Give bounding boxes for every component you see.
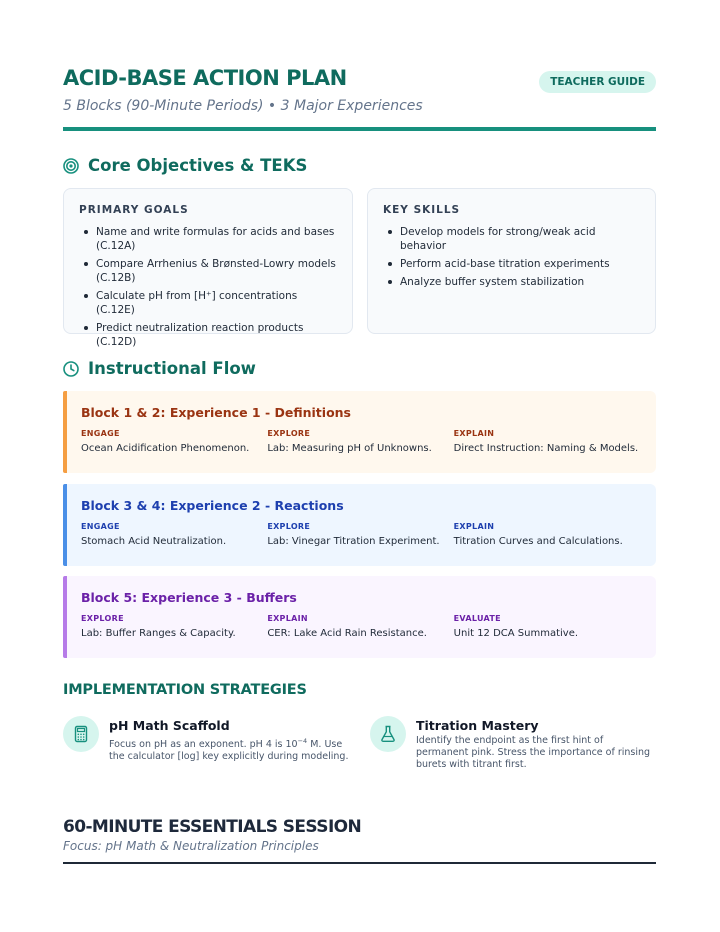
phase-explore — [267, 429, 453, 454]
page-subtitle: 5 Blocks (90-Minute Periods) • 3 Major Experiences — [63, 98, 423, 114]
phase-text: Titration Curves and Calculations. — [453, 536, 623, 547]
block-phases — [81, 522, 640, 547]
flow-heading-label: Instructional Flow — [88, 359, 256, 378]
primary-goals-title: PRIMARY GOALS — [79, 204, 189, 216]
description-text: Focus on pH as an exponent. pH 4 is 10 — [109, 739, 298, 751]
key-skills-title: KEY SKILLS — [383, 204, 461, 216]
phase-text: Stomach Acid Neutralization. — [81, 536, 227, 547]
target-icon — [63, 158, 79, 174]
description-text: M. Use the calculator [log] key explicitly during modeling. — [109, 739, 349, 763]
block-accent-bar — [63, 576, 67, 658]
block-accent-bar — [63, 391, 67, 473]
phase-engage — [81, 522, 267, 547]
strategy-name: pH Math Scaffold — [109, 718, 230, 733]
header-divider — [63, 127, 656, 131]
phase-text: Direct Instruction: Naming & Models. — [453, 443, 639, 454]
strategy-titration — [370, 716, 656, 771]
phase-text: Lab: Measuring pH of Unknowns. — [267, 443, 432, 454]
list-item: Analyze buffer system stabilization — [383, 275, 641, 289]
flow-block-3 — [63, 576, 656, 658]
phase-text: Lab: Vinegar Titration Experiment. — [267, 536, 440, 547]
essentials-subtitle: Focus: pH Math & Neutralization Principles — [63, 839, 319, 853]
list-item: Compare Arrhenius & Brønsted-Lowry models (C.12B) — [79, 257, 338, 285]
strategies-heading: IMPLEMENTATION STRATEGIES — [63, 682, 307, 698]
primary-goals-card — [63, 188, 353, 348]
phase-text: Unit 12 DCA Summative. — [453, 628, 579, 639]
phase-engage — [81, 429, 267, 454]
list-item: Perform acid-base titration experiments — [383, 257, 641, 271]
flow-block-1 — [63, 391, 656, 473]
objectives-heading-label: Core Objectives & TEKS — [88, 156, 308, 175]
block-title: Block 1 & 2: Experience 1 - Definitions — [81, 405, 351, 420]
phase-explain — [267, 614, 453, 639]
exponent: −4 — [297, 737, 308, 745]
phase-label: EXPLORE — [81, 614, 124, 623]
clock-icon — [63, 361, 79, 377]
phase-evaluate — [454, 614, 640, 639]
essentials-divider — [63, 862, 656, 864]
essentials-title: 60-MINUTE ESSENTIALS SESSION — [63, 817, 362, 837]
key-skills-list — [383, 225, 641, 289]
phase-explain — [454, 522, 640, 547]
phase-text: CER: Lake Acid Rain Resistance. — [267, 628, 427, 639]
phase-label: EXPLAIN — [453, 522, 495, 531]
document-header — [63, 64, 656, 134]
phase-label: ENGAGE — [81, 429, 120, 438]
objectives-cards — [63, 188, 656, 348]
phase-label: EXPLAIN — [453, 429, 495, 438]
phase-text: Ocean Acidification Phenomenon. — [81, 443, 250, 454]
phase-explore — [267, 522, 453, 547]
block-title: Block 5: Experience 3 - Buffers — [81, 590, 297, 605]
strategy-ph-math — [63, 716, 358, 763]
flow-heading — [63, 359, 256, 378]
flask-icon — [370, 716, 406, 752]
phase-text: Lab: Buffer Ranges & Capacity. — [81, 628, 236, 639]
primary-goals-list — [79, 225, 338, 349]
strategy-name: Titration Mastery — [416, 718, 539, 733]
block-phases — [81, 614, 640, 639]
block-title: Block 3 & 4: Experience 2 - Reactions — [81, 498, 344, 513]
page-title: ACID-BASE ACTION PLAN — [63, 66, 347, 90]
phase-label: ENGAGE — [81, 522, 120, 531]
strategy-description: Identify the endpoint as the first hint of permanent pink. Stress the importance of rinsing burets with titrant first. — [416, 735, 651, 770]
strategy-body — [109, 716, 358, 763]
key-skills-card — [367, 188, 656, 334]
flow-block-2 — [63, 484, 656, 566]
block-accent-bar — [63, 484, 67, 566]
objectives-heading — [63, 156, 307, 175]
calculator-icon — [63, 716, 99, 752]
teacher-guide-badge: TEACHER GUIDE — [539, 71, 656, 93]
phase-label: EXPLORE — [267, 522, 311, 531]
phase-explore — [81, 614, 267, 639]
block-phases — [81, 429, 640, 454]
list-item: Name and write formulas for acids and bases (C.12A) — [79, 225, 338, 253]
phase-label: EVALUATE — [453, 614, 501, 623]
phase-label: EXPLAIN — [267, 614, 308, 623]
strategy-description — [109, 735, 358, 763]
strategy-body — [416, 716, 656, 771]
phase-label: EXPLORE — [267, 429, 311, 438]
phase-explain — [454, 429, 640, 454]
list-item: Calculate pH from [H⁺] concentrations (C.12E) — [79, 289, 338, 317]
list-item: Develop models for strong/weak acid behavior — [383, 225, 641, 253]
list-item: Predict neutralization reaction products (C.12D) — [79, 321, 338, 349]
